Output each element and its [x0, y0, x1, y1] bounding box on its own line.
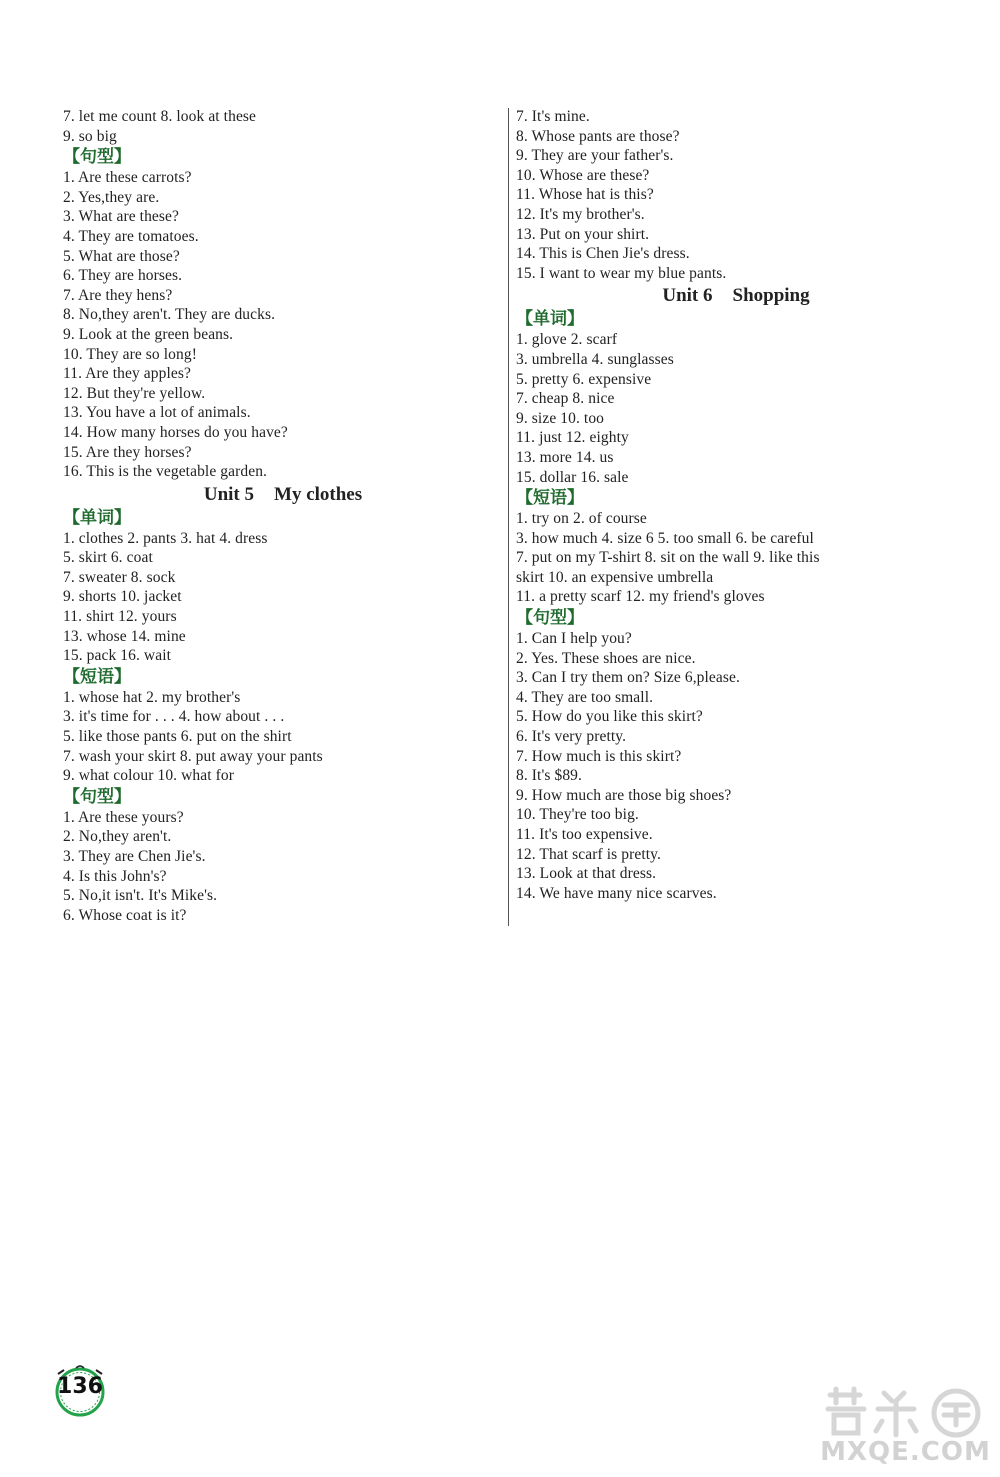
- answer-line: 8. It's $89.: [516, 767, 582, 785]
- watermark-text: MXQE.COM: [820, 1437, 991, 1467]
- answer-line: 3. how much 4. size 6 5. too small 6. be careful: [516, 529, 814, 547]
- answer-line: 11. It's too expensive.: [516, 826, 653, 843]
- answer-line: 7. It's mine.: [516, 108, 590, 125]
- unit-title: Shopping: [732, 285, 810, 307]
- section-header: 【短语】: [516, 488, 584, 509]
- answer-line: 4. They are tomatoes.: [63, 227, 199, 245]
- answer-line: 6. Whose coat is it?: [63, 906, 187, 924]
- answer-line: 12. But they're yellow.: [63, 384, 206, 402]
- answer-line: 15. Are they horses?: [63, 443, 192, 461]
- answer-line: 9. Look at the green beans.: [63, 325, 234, 343]
- answer-line: 9. so big: [63, 127, 117, 145]
- answer-line: 1. try on 2. of course: [516, 510, 647, 528]
- answer-line: 9. They are your father's.: [516, 147, 674, 165]
- section-header: 【单词】: [63, 507, 131, 528]
- unit-number: Unit 6: [662, 285, 713, 307]
- answer-line: 3. umbrella 4. sunglasses: [516, 350, 674, 368]
- answer-line: 7. How much is this skirt?: [516, 747, 682, 765]
- answer-line: 1. clothes 2. pants 3. hat 4. dress: [63, 529, 268, 547]
- answer-line: 12. It's my brother's.: [516, 205, 645, 223]
- answer-line: 11. shirt 12. yours: [63, 608, 177, 626]
- answer-line: 2. Yes,they are.: [63, 188, 160, 206]
- answer-line: 7. wash your skirt 8. put away your pants: [63, 747, 323, 765]
- answer-line: 4. Is this John's?: [63, 867, 167, 885]
- left-column: [63, 107, 503, 925]
- unit-title: My clothes: [274, 483, 363, 505]
- answer-line: 5. How do you like this skirt?: [516, 708, 703, 726]
- answer-line: 11. just 12. eighty: [516, 429, 629, 447]
- unit-heading: [516, 284, 956, 307]
- answer-line: 16. This is the vegetable garden.: [63, 463, 268, 481]
- answer-line: 7. cheap 8. nice: [516, 390, 615, 408]
- answer-line: 1. Are these yours?: [63, 808, 184, 826]
- answer-line: 15. pack 16. wait: [63, 647, 172, 665]
- answer-line: 3. it's time for . . . 4. how about . . .: [63, 708, 285, 726]
- answer-line: 1. Can I help you?: [516, 630, 632, 648]
- answer-line: 12. That scarf is pretty.: [516, 845, 661, 863]
- answer-line: 2. Yes. These shoes are nice.: [516, 649, 696, 667]
- answer-line: 9. what colour 10. what for: [63, 767, 235, 785]
- answer-line: 15. I want to wear my blue pants.: [516, 264, 727, 282]
- answer-line: 10. They're too big.: [516, 806, 639, 824]
- section-header: 【句型】: [63, 147, 131, 168]
- answer-line: 3. Can I try them on? Size 6,please.: [516, 669, 740, 687]
- answer-line: skirt 10. an expensive umbrella: [516, 568, 714, 586]
- answer-line: 5. skirt 6. coat: [63, 549, 153, 567]
- answer-line: 14. This is Chen Jie's dress.: [516, 245, 690, 263]
- answer-line: 7. Are they hens?: [63, 286, 173, 304]
- page-number: 136: [57, 1374, 103, 1399]
- answer-line: 1. glove 2. scarf: [516, 331, 618, 349]
- answer-line: 9. size 10. too: [516, 409, 605, 427]
- answer-line: 8. No,they aren't. They are ducks.: [63, 306, 276, 324]
- page-number-badge: [52, 1362, 108, 1418]
- right-column: [516, 107, 956, 903]
- answer-line: 2. No,they aren't.: [63, 828, 172, 846]
- answer-line: 9. shorts 10. jacket: [63, 588, 182, 606]
- answer-line: 5. No,it isn't. It's Mike's.: [63, 887, 218, 905]
- answer-line: 14. How many horses do you have?: [63, 423, 288, 441]
- answer-line: 15. dollar 16. sale: [516, 468, 629, 486]
- answer-line: 10. Whose are these?: [516, 166, 650, 184]
- section-header: 【句型】: [63, 786, 131, 807]
- answer-line: 6. It's very pretty.: [516, 728, 627, 746]
- watermark-logo-icon: [818, 1385, 993, 1440]
- watermark: [818, 1385, 993, 1470]
- answer-line: 7. sweater 8. sock: [63, 568, 176, 586]
- column-divider: [508, 108, 509, 926]
- answer-line: 3. They are Chen Jie's.: [63, 848, 206, 865]
- answer-line: 13. Put on your shirt.: [516, 225, 650, 243]
- answer-line: 14. We have many nice scarves.: [516, 884, 717, 902]
- answer-line: 1. Are these carrots?: [63, 169, 192, 187]
- section-header: 【单词】: [516, 309, 584, 330]
- answer-line: 8. Whose pants are those?: [516, 127, 680, 145]
- answer-line: 10. They are so long!: [63, 345, 197, 363]
- answer-line: 3. What are these?: [63, 208, 179, 226]
- answer-line: 7. let me count 8. look at these: [63, 108, 257, 125]
- section-header: 【句型】: [516, 608, 584, 629]
- answer-line: 13. You have a lot of animals.: [63, 404, 251, 422]
- answer-line: 13. more 14. us: [516, 448, 614, 466]
- answer-line: 5. pretty 6. expensive: [516, 370, 652, 388]
- answer-line: 4. They are too small.: [516, 688, 654, 706]
- answer-line: 13. whose 14. mine: [63, 627, 186, 645]
- section-header: 【短语】: [63, 666, 131, 687]
- answer-line: 11. Whose hat is this?: [516, 186, 654, 204]
- answer-line: 13. Look at that dress.: [516, 865, 657, 883]
- answer-line: 5. What are those?: [63, 247, 180, 265]
- answer-line: 11. a pretty scarf 12. my friend's gloves: [516, 588, 765, 606]
- answer-line: 7. put on my T-shirt 8. sit on the wall 9. like this: [516, 549, 820, 567]
- unit-heading: [63, 483, 503, 506]
- answer-line: 6. They are horses.: [63, 267, 183, 285]
- unit-number: Unit 5: [203, 483, 255, 505]
- answer-line: 11. Are they apples?: [63, 365, 191, 383]
- answer-line: 1. whose hat 2. my brother's: [63, 688, 241, 706]
- answer-line: 5. like those pants 6. put on the shirt: [63, 728, 292, 746]
- answer-line: 9. How much are those big shoes?: [516, 786, 732, 804]
